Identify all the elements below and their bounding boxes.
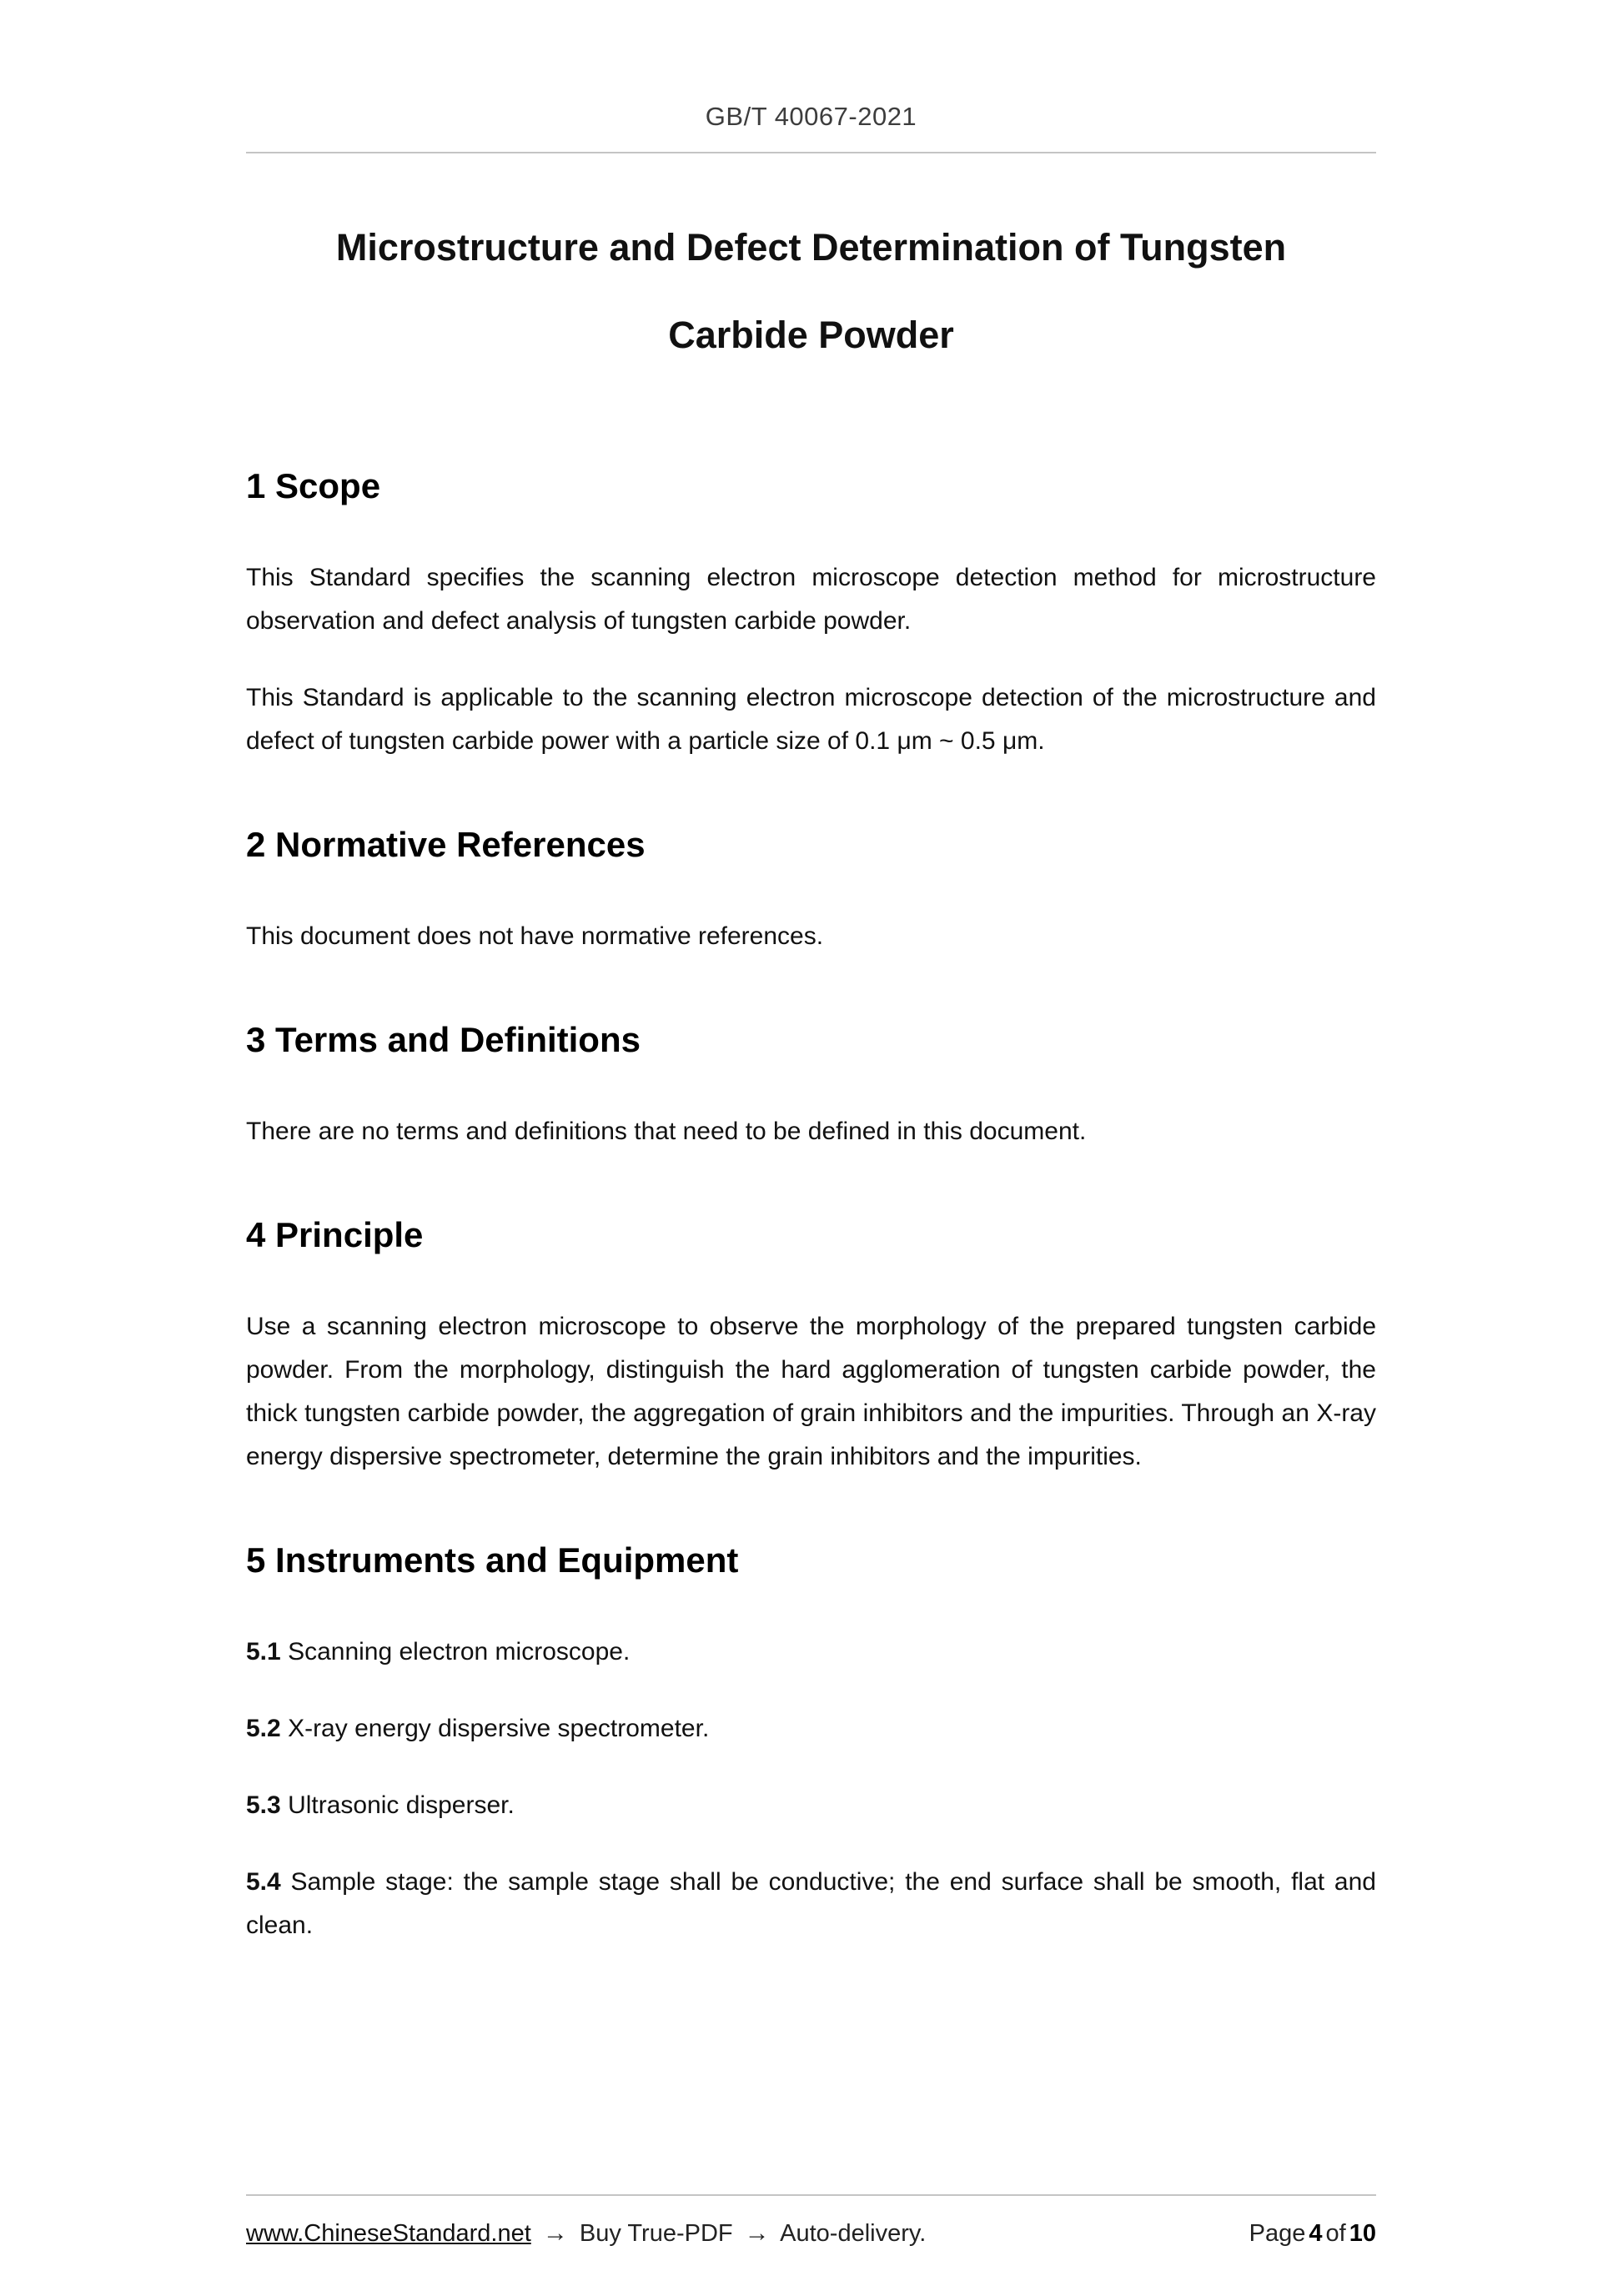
- paragraph: Use a scanning electron microscope to observe the morphology of the prepared tungsten carbide powder. From the morphology, distinguish the hard agglomeration of tungsten carbide powder, the thick tungsten carbide powder, the aggregation of grain inhibitors and the impurities. Through an X-ray energy dispersive spectrometer, determine the grain inhibitors and the impurities.: [246, 1313, 1376, 1470]
- footer-link[interactable]: www.ChineseStandard.net: [246, 2220, 531, 2247]
- section-3-terms-and-definitions: [246, 1020, 1376, 1153]
- footer-buy-text: Buy True-PDF: [579, 2220, 733, 2247]
- paragraph: This Standard is applicable to the scanning electron microscope detection of the microstructure and defect of tungsten carbide power with a particle size of 0.1 μm ~ 0.5 μm.: [246, 684, 1376, 755]
- item-text: Sample stage: the sample stage shall be conductive; the end surface shall be smooth, flat and clean.: [246, 1868, 1376, 1939]
- page-footer: [246, 2174, 1376, 2248]
- footer-divider: [246, 2194, 1376, 2196]
- item-number: 5.2: [246, 1715, 281, 1742]
- page-current: 4: [1309, 2220, 1323, 2247]
- footer-promo: [246, 2219, 931, 2248]
- item-text: X-ray energy dispersive spectrometer.: [288, 1715, 710, 1742]
- item-text: Scanning electron microscope.: [288, 1638, 631, 1665]
- section-heading: 3 Terms and Definitions: [246, 1020, 641, 1059]
- numbered-item: [246, 1630, 1376, 1674]
- item-text: Ultrasonic disperser.: [288, 1791, 515, 1819]
- section-heading: 5 Instruments and Equipment: [246, 1540, 739, 1580]
- numbered-item: [246, 1784, 1376, 1827]
- page-label: Page: [1249, 2220, 1306, 2247]
- numbered-item: [246, 1861, 1376, 1947]
- section-1-scope: [246, 466, 1376, 763]
- section-5-instruments-and-equipment: [246, 1540, 1376, 1947]
- section-heading: 4 Principle: [246, 1215, 424, 1254]
- page-indicator: [1246, 2220, 1376, 2248]
- doc-number: GB/T 40067-2021: [705, 102, 917, 131]
- section-heading: 1 Scope: [246, 466, 381, 505]
- item-number: 5.3: [246, 1791, 281, 1819]
- title-line-2: Carbide Powder: [668, 314, 954, 356]
- section-heading: 2 Normative References: [246, 825, 646, 864]
- of-label: of: [1325, 2220, 1346, 2247]
- header-divider: [246, 152, 1376, 153]
- numbered-item: [246, 1707, 1376, 1751]
- arrow-icon: →: [542, 2219, 568, 2247]
- title-line-1: Microstructure and Defect Determination of Tungsten: [335, 226, 1287, 269]
- paragraph: This Standard specifies the scanning electron microscope detection method for microstructure observation and defect analysis of tungsten carbide powder.: [246, 564, 1376, 635]
- item-number: 5.4: [246, 1868, 281, 1896]
- page-content: [246, 0, 1376, 1981]
- paragraph: There are no terms and definitions that need to be defined in this document.: [246, 1118, 1087, 1145]
- document-title: [246, 203, 1376, 379]
- paragraph: This document does not have normative references.: [246, 922, 824, 950]
- footer-delivery-text: Auto-delivery.: [780, 2220, 927, 2247]
- section-4-principle: [246, 1215, 1376, 1479]
- item-number: 5.1: [246, 1638, 281, 1665]
- page-total: 10: [1349, 2220, 1376, 2247]
- section-2-normative-references: [246, 825, 1376, 958]
- arrow-icon: →: [744, 2219, 770, 2247]
